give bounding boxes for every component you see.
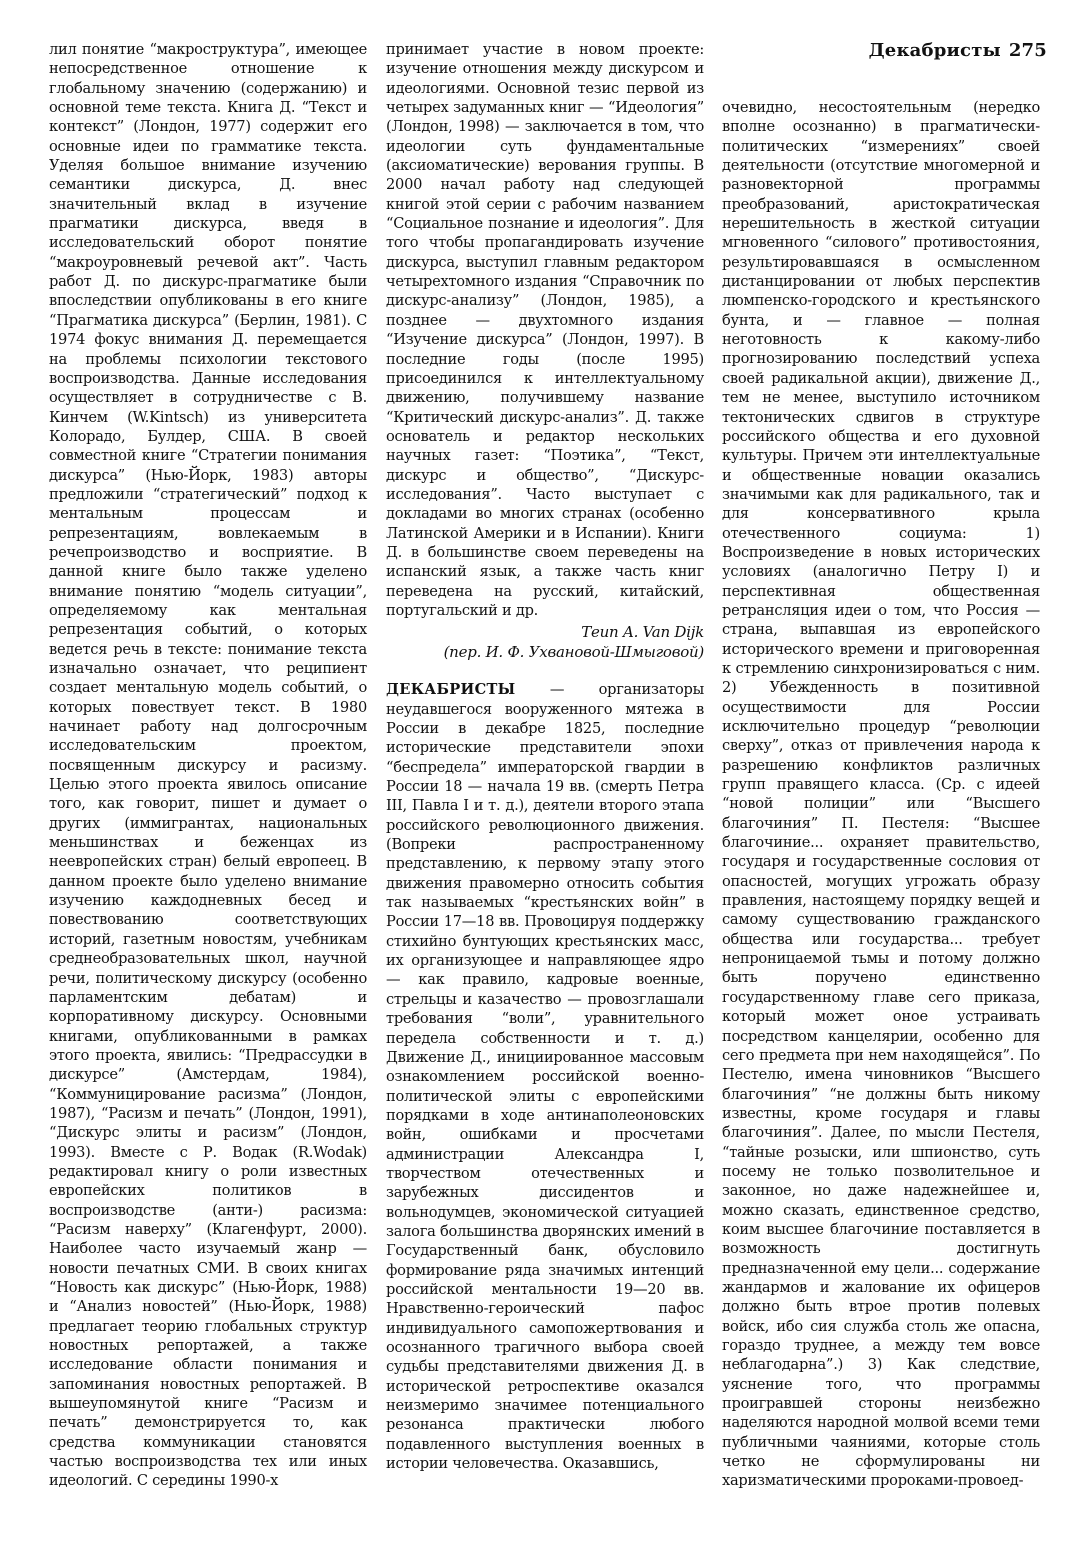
- paragraph-col1: лил понятие “макроструктура”, имеющее непосредственное отношение к глобальному значению (содержанию) и основной теме текста. Книга Д. “Текст и контекст” (Лондон, 1977) содержит его основные идеи по грамматике текста. Уделяя большое внимание изучению семантики дискурса, Д. внес значительный вклад в изучение прагматики дискурса, введя в исследовательский оборот понятие “макроуровневый речевой акт”. Часть работ Д. по дискурс-прагматике были впоследствии опубликованы в его книге “Прагматика дискурса” (Берлин, 1981). С 1974 фокус внимания Д. перемещается на проблемы психологии текстового воспроизводства. Данные исследования осуществляет в сотрудничестве с В. Кинчем (W.Kintsch) из университета Колорадо, Булдер, США. В своей совместной книге “Стратегии понимания дискурса” (Нью-Йорк, 1983) авторы предложили “стратегический” подход к ментальным процессам и репрезентациям, вовлекаемым в речепроизводство и восприятие. В данной книге было также уделено внимание понятию “модель ситуации”, определяемому как ментальная репрезентация событий, о которых ведется речь в тексте: понимание текста изначально означает, что реципиент создает ментальную модель событий, о которых повествует текст. В 1980 начинает работу над долгосрочным исследовательским проектом, посвященным дискурсу и расизму. Целью этого проекта явилось описание того, как говорит, пишет и думает о других (иммигрантах, национальных меньшинствах и беженцах из неевропейских стран) белый европеец. В данном проекте было уделено внимание изучению каждодневных бесед и повествованию соответствующих историй, газетным новостям, учебникам среднеобразовательных школ, научной речи, политическому дискурсу (особенно парламентским дебатам) и корпоративному дискурсу. Основными книгами, опубликованными в рамках этого проекта, явились: “Предрассудки в дискурсе” (Амстердам, 1984), “Коммуницирование расизма” (Лондон, 1987), “Расизм и печать” (Лондон, 1991), “Дискурс элиты и расизм” (Лондон, 1993). Вместе с Р. Водак (R.Wodak) редактировал книгу о роли известных европейских политиков в воспроизводстве (анти-) расизма: “Расизм наверху” (Клагенфурт, 2000). Наиболее часто изучаемый жанр — новости печатных СМИ. В своих книгах “Новость как дискурс” (Нью-Йорк, 1988) и “Анализ новостей” (Нью-Йорк, 1988) предлагает теорию глобальных структур новостных репортажей, а также исследование области понимания и запоминания новостных репортажей. В вышеупомянутой книге “Расизм и печать” демонстрируется то, как средства коммуникации становятся частью воспроизводства тех или иных идеологий. С середины 1990-х: [49, 41, 367, 1490]
- entry-headword: ДЕКАБРИСТЫ: [386, 681, 516, 699]
- running-header: [861, 40, 1047, 61]
- entry-body: — организаторы неудавшегося вооруженного мятежа в России в декабре 1825, последние исторические представители эпохи “беспредела” императорской гвардии в России 18 — начала 19 вв. (смерть Петра III, Павла I и т. д.), деятели второго этапа российского революционного движения. (Вопреки распространенному представлению, к первому этапу этого движения правомерно относить события так называемых “крестьянских войн” в России 17—18 вв. Провоцируя поддержку стихийно бунтующих крестьянских масс, их организующее и направляющее ядро — как правило, кадровые военные, стрельцы и казачество — провозглашали требования “воли”, уравнительного передела собственности и т. д.) Движение Д., инициированное массовым ознакомлением российской военно-политической элиты с европейскими порядками в ходе антинаполеоновских войн, ошибками и просчетами администрации Александра I, творчеством отечественных и зарубежных диссидентов и вольнодумцев, экономической ситуацией залога большинства дворянских имений в Государственный банк, обусловило формирование ряда значимых интенций российской ментальности 19—20 вв. Нравственно-героический пафос индивидуального самопожертвования и осознанного трагичного выбора своей судьбы представителями движения Д. в исторической ретроспективе оказался неизмеримо значимее потенциального резонанса практически любого подавленного выступления военных в истории человечества. Оказавшись,: [386, 681, 704, 1473]
- paragraph-col2: принимает участие в новом проекте: изучение отношения между дискурсом и идеологиями. Основной тезис первой из четырех задуманных книг — “Идеология” (Лондон, 1998) — заключается в том, что идеологии суть фундаментальные (аксиоматические) верования группы. В 2000 начал работу над следующей книгой этой серии с рабочим названием “Социальное познание и идеология”. Для того чтобы пропагандировать изучение дискурса, выступил главным редактором четырехтомного издания “Справочник по дискурс-анализу” (Лондон, 1985), а позднее — двухтомного издания “Изучение дискурса” (Лондон, 1997). В последние годы (после 1995) присоединился к интеллектуальному движению, получившему название “Критический дискурс-анализ”. Д. также основатель и редактор нескольких научных газет: “Поэтика”, “Текст, дискурс и общество”, “Дискурс-исследования”. Часто выступает с докладами во многих странах (особенно Латинской Америки и в Испании). Книги Д. в большинстве своем переведены на испанский язык, а также часть книг переведена на русский, китайский, португальский и др.: [386, 41, 704, 619]
- text-column-3: [722, 98, 1040, 1491]
- signature-author: Теun A. Van Dijk: [581, 623, 704, 642]
- signature-translator: (пер. И. Ф. Ухвановой-Шмыговой): [443, 643, 704, 662]
- header-title: Декабристы: [868, 40, 1001, 61]
- text-column-2: [386, 40, 704, 1473]
- page-number: 275: [1008, 40, 1047, 61]
- paragraph-col3: очевидно, несостоятельным (нередко вполне осознанно) в прагматически-политических “измерениях” своей деятельности (отсутствие многомерной и разновекторной программы преобразований, аристократическая нерешительность в жесткой ситуации мгновенного “силового” противостояния, результировавшаяся в осмысленном дистанцировании от любых перспектив люмпенско-городского и крестьянского бунта, и — главное — полная неготовность к какому-либо прогнозированию последствий успеха своей радикальной акции), движение Д., тем не менее, выступило источником тектонических сдвигов в структуре российского общества и его духовной культуры. Причем эти интеллектуальные и общественные новации оказались значимыми как для радикального, так и для консервативного крыла отечественного социума: 1) Воспроизведение в новых исторических условиях (аналогично Петру I) и перспективная общественная ретрансляция идеи о том, что Россия — страна, выпавшая из европейского исторического времени и приговоренная к стремлению синхронизироваться с ним. 2) Убежденность в позитивной осуществимости для России исключительно процедур “революции сверху”, отказ от привлечения народа к разрешению конфликтов различных групп правящего класса. (Ср. с идеей “новой полиции” или “Высшего благочиния” П. Пестеля: “Высшее благочиние... охраняет правительство, государя и государственные сословия от опасностей, могущих угрожать образу правления, настоящему порядку вещей и самому существованию гражданского общества или государства... требует непроницаемой тьмы и потому должно быть поручено единственно государственному главе сего приказа, который может оное устраивать посредством канцелярии, особенно для сего предмета при нем находящейся”. По Пестелю, имена чиновников “Высшего благочиния” “не должны быть никому известны, кроме государя и главы благочиния”. Далее, по мысли Пестеля, “тайные розыски, или шпионство, суть посему не только позволительное и законное, но даже надежнейшее и, можно сказать, единственное средство, коим высшее благочиние поставляется в возможность достигнуть предназначенной ему цели... содержание жандармов и жалование их офицеров должно быть втрое против полевых войск, ибо сия служба столь же опасна, гораздо труднее, а между тем вовсе неблагодарна”.) 3) Как следствие, уяснение того, что программы проигравшей стороны неизбежно наделяются народной молвой всеми теми публичными чаяниями, которые столь четко не сформулированы ни харизматическими пророками-провоед-: [722, 99, 1040, 1490]
- text-column-1: [49, 40, 367, 1491]
- encyclopedia-entry: [386, 680, 704, 1473]
